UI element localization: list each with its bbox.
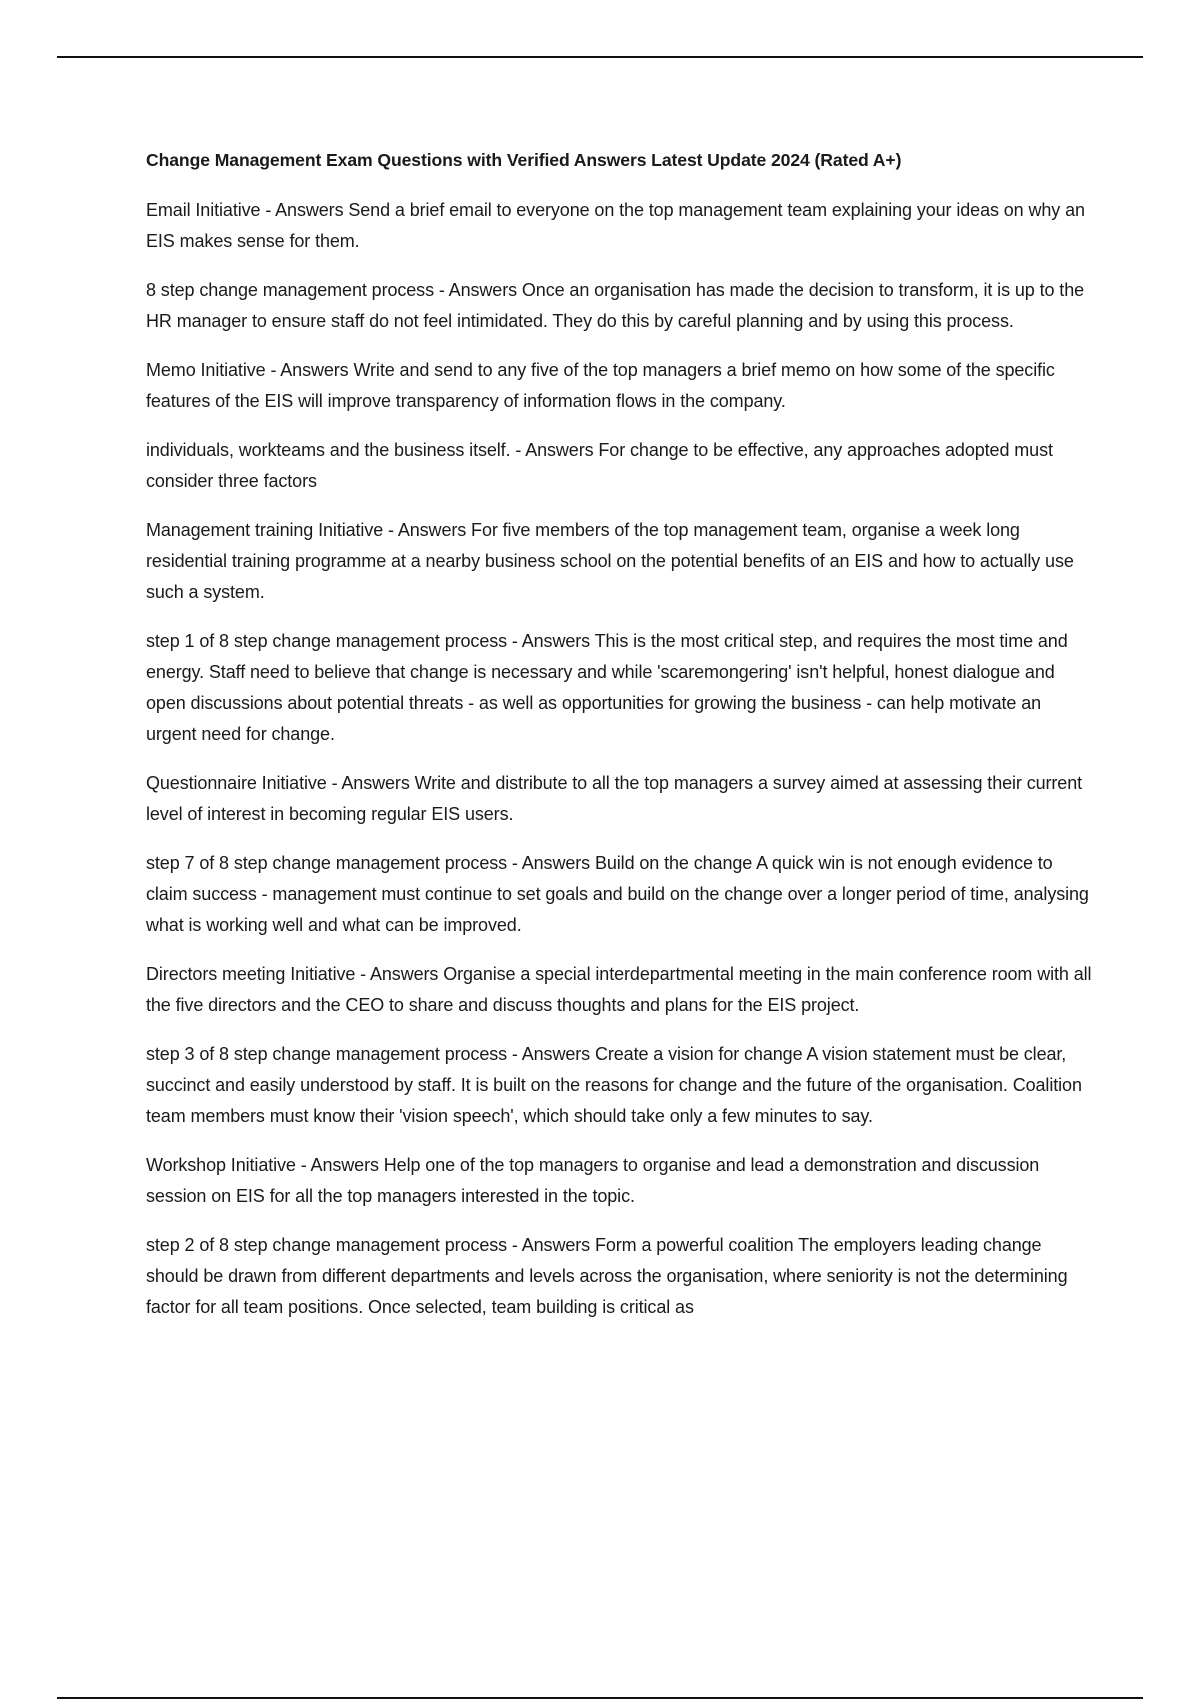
header-rule [57, 56, 1143, 58]
qa-entry: step 7 of 8 step change management process - Answers Build on the change A quick win is not enough evidence to claim success - management must continue to set goals and build on the change over a longer period of time, analysing what is working well and what can be improved. [146, 853, 1089, 935]
qa-entry: individuals, workteams and the business itself. - Answers For change to be effective, any approaches adopted must consider three factors [146, 440, 1053, 491]
qa-entry: step 2 of 8 step change management process - Answers Form a powerful coalition The employers leading change should be drawn from different departments and levels across the organisation, where seniority is not the determining factor for all team positions. Once selected, team building is critical as [146, 1235, 1068, 1317]
document-body [146, 145, 1092, 1341]
document-title: Change Management Exam Questions with Verified Answers Latest Update 2024 (Rated A+) [146, 150, 902, 170]
qa-entry: Memo Initiative - Answers Write and send to any five of the top managers a brief memo on how some of the specific features of the EIS will improve transparency of information flows in the company. [146, 360, 1055, 411]
qa-entry: Workshop Initiative - Answers Help one of the top managers to organise and lead a demonstration and discussion session on EIS for all the top managers interested in the topic. [146, 1155, 1040, 1206]
qa-entry: Email Initiative - Answers Send a brief email to everyone on the top management team explaining your ideas on why an EIS makes sense for them. [146, 200, 1085, 251]
qa-entry: Directors meeting Initiative - Answers Organise a special interdepartmental meeting in the main conference room with all the five directors and the CEO to share and discuss thoughts and plans for the EIS project. [146, 964, 1092, 1015]
qa-entry: step 3 of 8 step change management process - Answers Create a vision for change A vision statement must be clear, succinct and easily understood by staff. It is built on the reasons for change and the future of the organisation. Coalition team members must know their 'vision speech', which should take only a few minutes to say. [146, 1044, 1082, 1126]
qa-entry: Management training Initiative - Answers For five members of the top management team, organise a week long residential training programme at a nearby business school on the potential benefits of an EIS and how to actually use such a system. [146, 520, 1074, 602]
qa-entry: step 1 of 8 step change management process - Answers This is the most critical step, and requires the most time and energy. Staff need to believe that change is necessary and while 'scaremongering' isn't helpful, honest dialogue and open discussions about potential threats - as well as opportunities for growing the business - can help motivate an urgent need for change. [146, 631, 1068, 744]
qa-entry: Questionnaire Initiative - Answers Write and distribute to all the top managers a survey aimed at assessing their current level of interest in becoming regular EIS users. [146, 773, 1083, 824]
qa-entry: 8 step change management process - Answers Once an organisation has made the decision to transform, it is up to the HR manager to ensure staff do not feel intimidated. They do this by careful planning and by using this process. [146, 280, 1085, 331]
footer-rule [57, 1697, 1143, 1699]
